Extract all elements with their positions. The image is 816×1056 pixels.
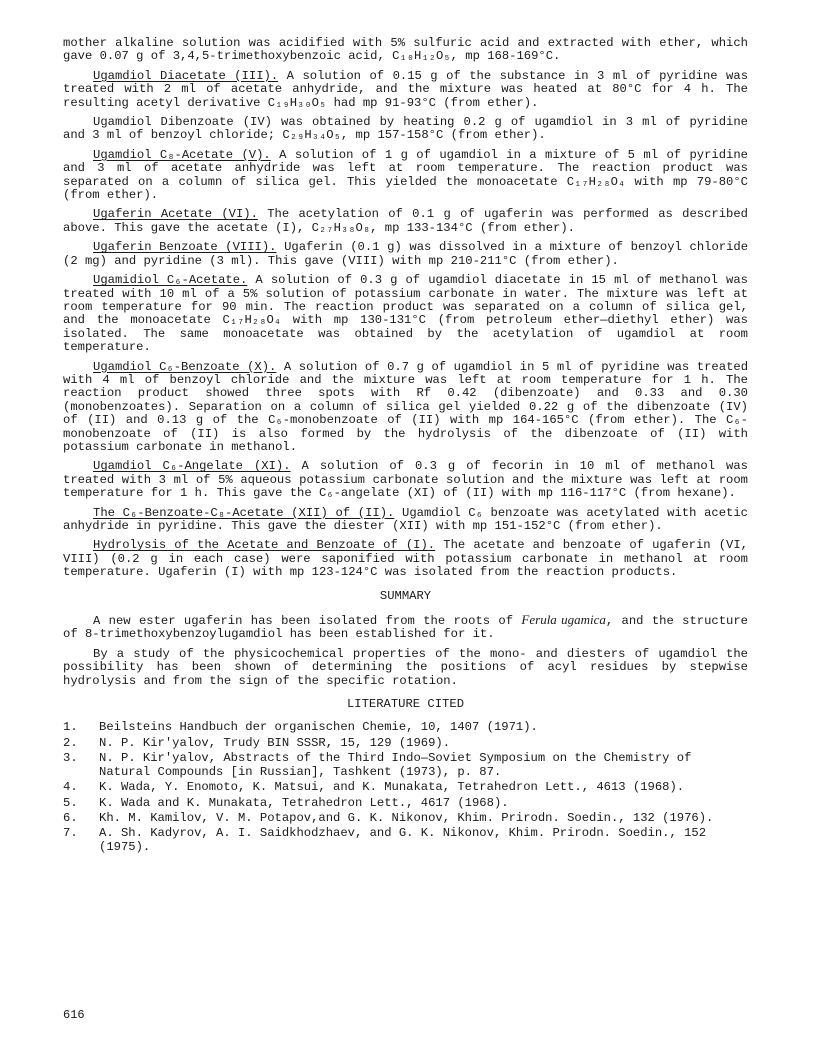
reference-item: 1. Beilsteins Handbuch der organischen Chemie, 10, 1407 (1971). <box>63 720 538 735</box>
section-heading: Ugaferin Acetate (VI). <box>93 207 258 222</box>
section-heading: Ugamdiol C₈-Acetate (V). <box>93 147 271 162</box>
paragraph-ugaferin-acetate: Ugaferin Acetate (VI). The acetylation of 0.1 g of ugaferin was performed as described above. This gave the acetate (I), C₂₇H₃₈O₈, mp 133-134°C (from ether). <box>63 207 748 235</box>
section-heading: Ugamdiol C₆-Benzoate (X). <box>93 359 277 374</box>
section-heading: Ugamdiol Diacetate (III). <box>93 68 279 83</box>
paragraph-ugamdiol-c6-benzoate: Ugamdiol C₆-Benzoate (X). A solution of 0.7 g of ugamdiol in 5 ml of pyridine was treated with 4 ml of benzoyl chloride and the mixture was left at room temperature for 1 h. The reaction product showed three spots with Rf 0.42 (dibenzoate) and 0.33 and 0.30 (monobenzoates). Separation on a column of silica gel yielded 0.22 g of the dibenzoate (IV) of (II) and 0.13 g of the C₆-monobenzoate of (II) with mp 164-165°C (from ether). The C₆-monobenzoate of (II) is also formed by the hydrolysis of the dibenzoate of (II) with potassium carbonate in methanol. <box>63 359 749 454</box>
section-heading: Ugaferin Benzoate (VIII). <box>93 240 277 255</box>
section-heading: The C₆-Benzoate-C₈-Acetate (XII) of (II). <box>93 505 395 520</box>
section-heading: Ugamidiol C₆-Acetate. <box>93 273 248 288</box>
reference-item: 6. Kh. M. Kamilov, V. M. Potapov,and G. K. Nikonov, Khim. Prirodn. Soedin., 132 (1976). <box>63 810 714 825</box>
summary-title: SUMMARY <box>379 588 432 603</box>
summary-paragraph-2: By a study of the physicochemical properties of the mono- and diesters of ugamdiol the possibility has been shown of determining the positions of acyl residues by stepwise hydrolysis and from the sign of the specific rotation. <box>63 646 748 688</box>
summary-paragraph-1: A new ester ugaferin has been isolated from the roots of Ferula ugamica, and the structure of 8-trimethoxybenzoylugamdiol has been established for it. <box>63 612 748 642</box>
reference-item: 3. N. P. Kir'yalov, Abstracts of the Third Indo—Soviet Symposium on the Chemistry of Natural Compounds [in Russian], Tashkent (1973), p. 87. <box>63 751 692 779</box>
reference-list <box>63 721 748 854</box>
species-name: Ferula ugamica <box>521 612 606 628</box>
paragraph-ugamdiol-diacetate: Ugamdiol Diacetate (III). A solution of 0.15 g of the substance in 3 ml of pyridine was treated with 2 ml of acetate anhydride, and the mixture was heated at 80°C for 4 h. The resulting acetyl derivative C₁₉H₃₀O₅ had mp 91-93°C (from ether). <box>63 68 749 110</box>
paragraph-ugamdiol-c6-angelate: Ugamdiol C₆-Angelate (XI). A solution of 0.3 g of fecorin in 10 ml of methanol was treated with 3 ml of 5% aqueous potassium carbonate solution and the mixture was left at room temperature for 1 h. This gave the C₆-angelate (XI) of (II) with mp 116-117°C (from hexane). <box>63 459 748 501</box>
page-body <box>63 37 748 856</box>
paragraph-ugamdiol-dibenzoate: Ugamdiol Dibenzoate (IV) was obtained by heating 0.2 g of ugamdiol in 3 ml of pyridine and 3 ml of benzoyl chloride; C₂₉H₃₄O₅, mp 157-158°C (from ether). <box>63 115 748 143</box>
literature-title: LITERATURE CITED <box>346 697 465 712</box>
paragraph-continuation: mother alkaline solution was acidified with 5% sulfuric acid and extracted with ether, which gave 0.07 g of 3,4,5-trimethoxybenzoic acid, C₁₀H₁₂O₅, mp 168-169°C. <box>63 36 748 64</box>
reference-item: 5. K. Wada and K. Munakata, Tetrahedron Lett., 4617 (1968). <box>63 795 509 810</box>
paragraph-ugaferin-benzoate: Ugaferin Benzoate (VIII). Ugaferin (0.1 g) was dissolved in a mixture of benzoyl chloride (2 mg) and pyridine (3 ml). This gave (VIII) with mp 210-211°C (from ether). <box>63 240 749 268</box>
section-heading: Hydrolysis of the Acetate and Benzoate of (I). <box>93 538 436 553</box>
paragraph-hydrolysis: Hydrolysis of the Acetate and Benzoate of (I). The acetate and benzoate of ugaferin (VI, VIII) (0.2 g in each case) were saponified with potassium carbonate in methanol at room temperature. Ugaferin (I) with mp 123-124°C was isolated from the reaction products. <box>63 538 748 580</box>
paragraph-c6-benzoate-c8-acetate: The C₆-Benzoate-C₈-Acetate (XII) of (II). Ugamdiol C₆ benzoate was acetylated with acetic anhydride in pyridine. This gave the diester (XII) with mp 151-152°C (from ether). <box>63 505 748 533</box>
reference-item: 2. N. P. Kir'yalov, Trudy BIN SSSR, 15, 129 (1969). <box>63 735 451 750</box>
paragraph-ugamdiol-c8-acetate: Ugamdiol C₈-Acetate (V). A solution of 1 g of ugamdiol in a mixture of 5 ml of pyridine and 3 ml of acetate anhydride was left at room temperature. The reaction product was separated on a column of silica gel. This yielded the monoacetate C₁₇H₂₈O₄ with mp 79-80°C (from ether). <box>63 147 748 203</box>
paragraph-ugamidiol-c6-acetate: Ugamidiol C₆-Acetate. A solution of 0.3 g of ugamdiol diacetate in 15 ml of methanol was treated with 10 ml of a 5% solution of potassium carbonate in water. The mixture was left at room temperature for 90 min. The reaction product was separated on a column of silica gel, and the monoacetate C₁₇H₂₈O₄ with mp 130-131°C (from petroleum ether—diethyl ether) was isolated. The same monoacetate was obtained by the acetylation of ugamdiol at room temperature. <box>63 273 748 355</box>
reference-item: 7. A. Sh. Kadyrov, A. I. Saidkhodzhaev, and G. K. Nikonov, Khim. Prirodn. Soedin., 152 (1975). <box>63 826 707 854</box>
page-number: 616 <box>63 1008 85 1022</box>
section-heading: Ugamdiol C₆-Angelate (XI). <box>93 459 291 474</box>
reference-item: 4. K. Wada, Y. Enomoto, K. Matsui, and K. Munakata, Tetrahedron Lett., 4613 (1968). <box>63 780 685 795</box>
